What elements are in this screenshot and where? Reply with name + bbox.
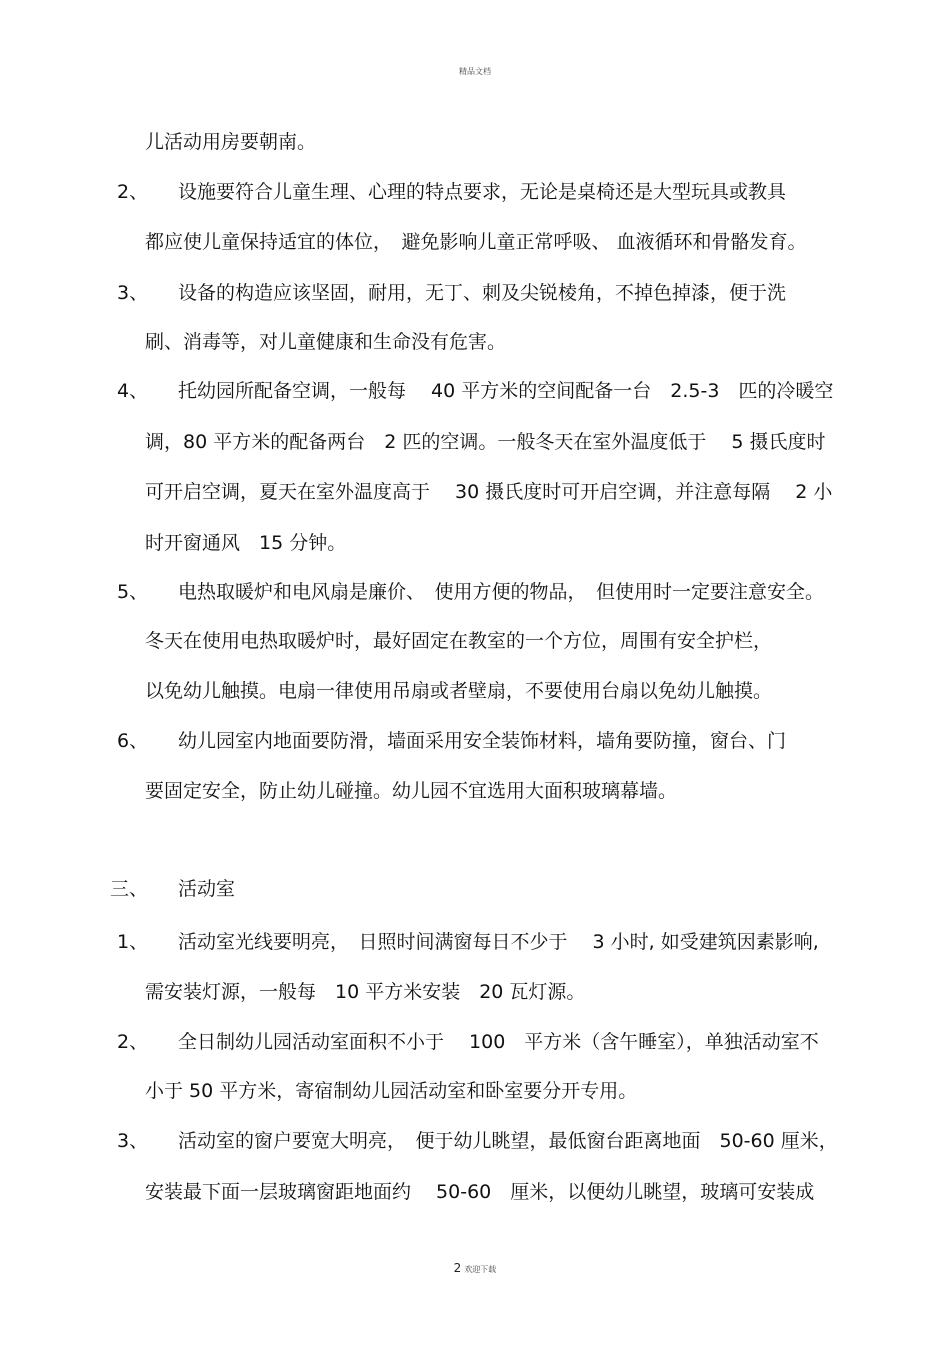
item-number: 2、 <box>117 1031 149 1053</box>
page-footer <box>0 1261 950 1275</box>
item-number: 5、 <box>117 581 149 603</box>
footer-note: 欢迎下载 <box>464 1265 497 1274</box>
text-line: 电热取暖炉和电风扇是廉价、 使用方便的物品， 但使用时一定要注意安全。 <box>178 581 825 603</box>
item-number: 3、 <box>117 1130 149 1152</box>
section-number: 三、 <box>110 878 149 900</box>
text-line: 都应使儿童保持适宜的体位， 避免影响儿童正常呼吸、 血液循环和骨骼发育。 <box>145 231 807 253</box>
item-number: 1、 <box>117 931 149 953</box>
item-number: 6、 <box>117 730 149 752</box>
text-line: 小于 50 平方米，寄宿制幼儿园活动室和卧室要分开专用。 <box>145 1080 638 1102</box>
text-line: 全日制幼儿园活动室面积不小于 100 平方米（含午睡室），单独活动室不 <box>178 1031 819 1053</box>
text-line: 需安装灯源，一般每 10 平方米安装 20 瓦灯源。 <box>145 981 586 1003</box>
page-number: 2 <box>453 1261 462 1275</box>
text-line: 活动室的窗户要宽大明亮， 便于幼儿眺望，最低窗台距离地面 50-60 厘米， <box>178 1130 838 1152</box>
text-line: 刷、消毒等，对儿童健康和生命没有危害。 <box>145 331 507 353</box>
text-line: 调，80 平方米的配备两台 2 匹的空调。一般冬天在室外温度低于 5 摄氏度时 <box>145 431 826 453</box>
text-line: 时开窗通风 15 分钟。 <box>145 532 347 554</box>
text-line: 托幼园所配备空调，一般每 40 平方米的空间配备一台 2.5-3 匹的冷暖空 <box>178 380 834 402</box>
text-line: 设施要符合儿童生理、心理的特点要求，无论是桌椅还是大型玩具或教具 <box>178 181 787 203</box>
text-line: 冬天在使用电热取暖炉时，最好固定在教室的一个方位，周围有安全护栏， <box>145 630 773 652</box>
text-line: 儿活动用房要朝南。 <box>145 131 317 153</box>
item-number: 3、 <box>117 282 149 304</box>
text-line: 以免幼儿触摸。电扇一律使用吊扇或者壁扇，不要使用台扇以免幼儿触摸。 <box>145 680 773 702</box>
page-header: 精品文档 <box>459 67 491 76</box>
text-line: 活动室光线要明亮， 日照时间满窗每日不少于 3 小时, 如受建筑因素影响, <box>178 931 819 953</box>
item-number: 2、 <box>117 181 149 203</box>
section-heading: 活动室 <box>178 878 236 900</box>
item-number: 4、 <box>117 380 149 402</box>
text-line: 幼儿园室内地面要防滑，墙面采用安全装饰材料，墙角要防撞，窗台、门 <box>178 730 787 752</box>
text-line: 要固定安全，防止幼儿碰撞。幼儿园不宜选用大面积玻璃幕墙。 <box>145 780 678 802</box>
text-line: 可开启空调，夏天在室外温度高于 30 摄氏度时可开启空调，并注意每隔 2 小 <box>145 481 833 503</box>
text-line: 设备的构造应该坚固，耐用，无丁、刺及尖锐棱角，不掉色掉漆，便于洗 <box>178 282 787 304</box>
text-line: 安装最下面一层玻璃窗距地面约 50-60 厘米，以便幼儿眺望，玻璃可安装成 <box>145 1181 815 1203</box>
